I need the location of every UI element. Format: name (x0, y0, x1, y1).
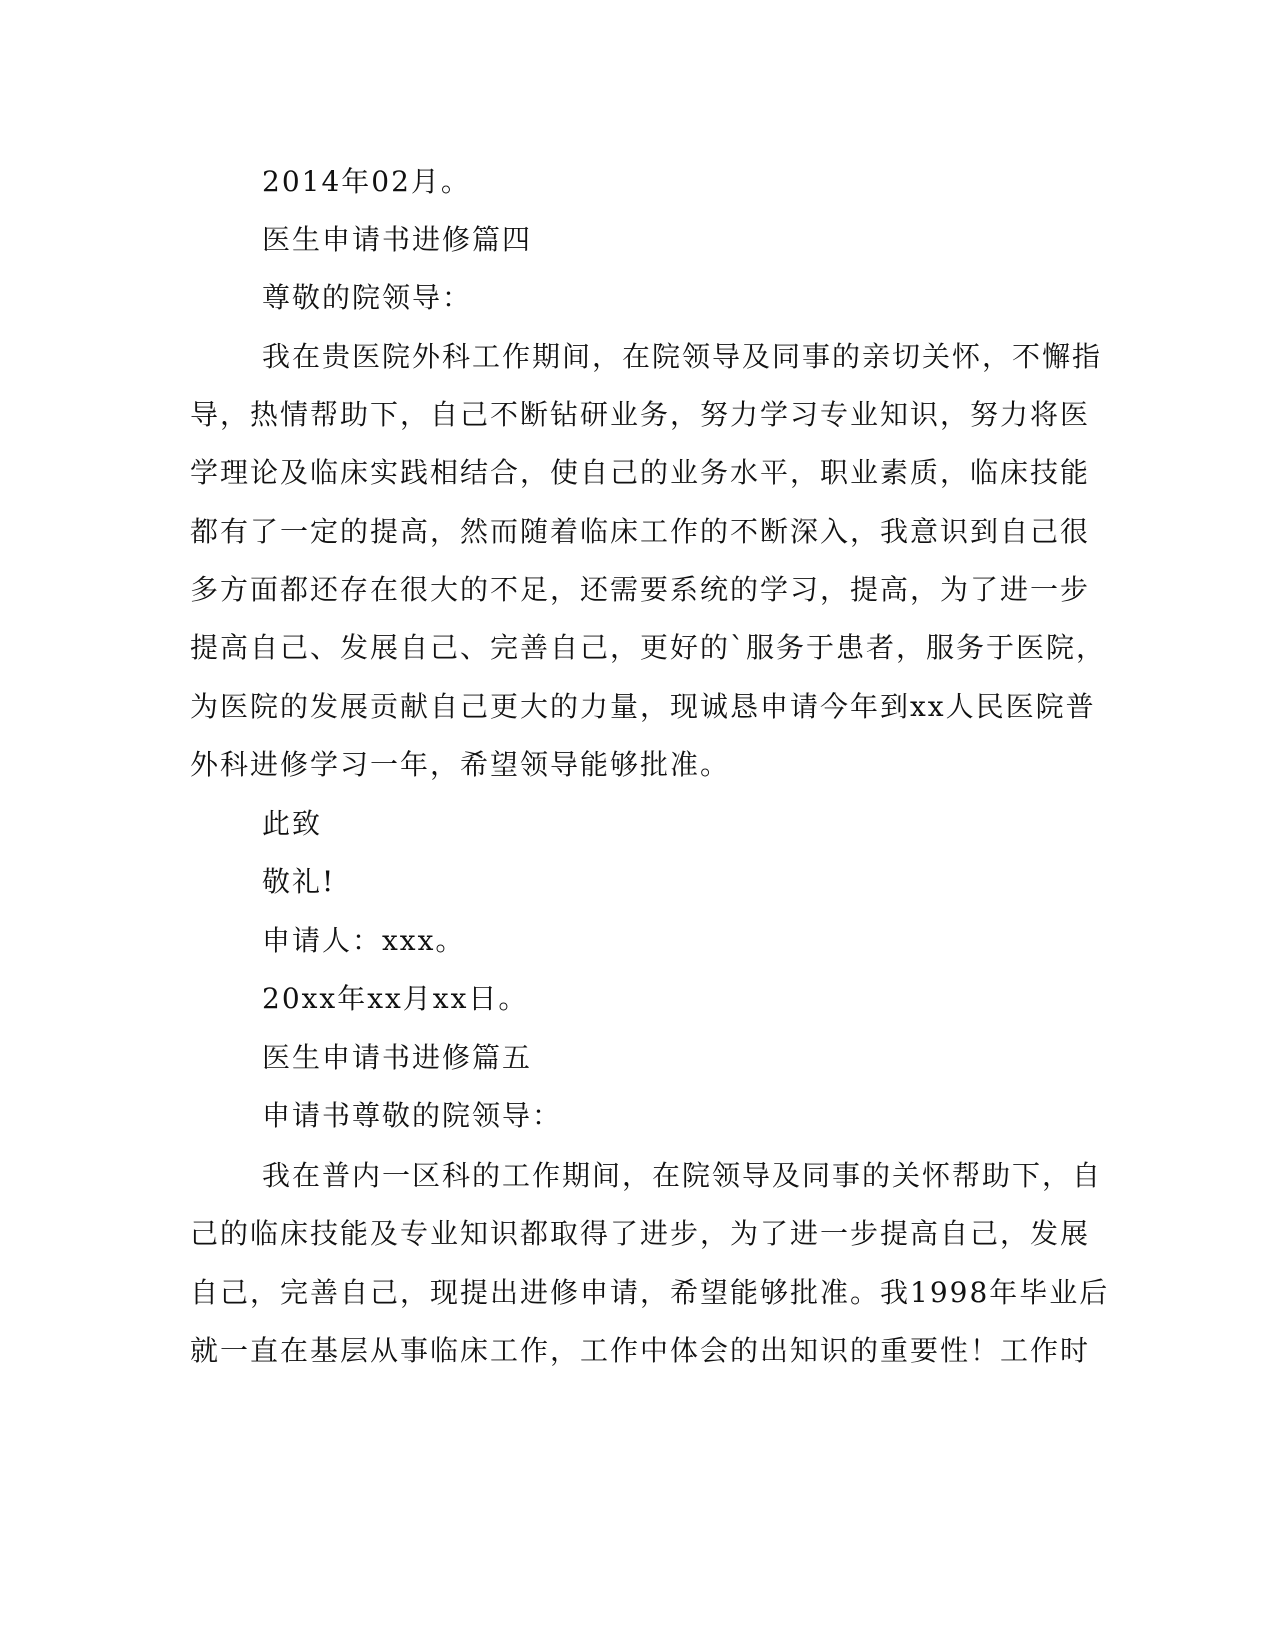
section4-paragraph-line: 我在贵医院外科工作期间，在院领导及同事的亲切关怀，不懈指 (262, 340, 1103, 373)
section5-title: 医生申请书进修篇五 (262, 1041, 533, 1074)
section4-paragraph-line: 外科进修学习一年，希望领导能够批准。 (190, 748, 731, 781)
section4-paragraph-line: 为医院的发展贡献自己更大的力量，现诚恳申请今年到xx人民医院普 (190, 690, 1096, 723)
section4-paragraph-line: 多方面都还存在很大的不足，还需要系统的学习，提高，为了进一步 (190, 573, 1091, 606)
section5-paragraph-line: 我在普内一区科的工作期间，在院领导及同事的关怀帮助下，自 (262, 1159, 1103, 1192)
signature-date: 20xx年xx月xx日。 (262, 982, 529, 1015)
applicant-line: 申请人：xxx。 (262, 924, 466, 957)
section5-paragraph-line: 自己，完善自己，现提出进修申请，希望能够批准。我1998年毕业后 (190, 1276, 1110, 1309)
section5-salutation: 申请书尊敬的院领导： (262, 1099, 563, 1132)
section4-paragraph-line: 提高自己、发展自己、完善自己，更好的`服务于患者，服务于医院， (190, 631, 1107, 664)
section4-salutation: 尊敬的院领导： (262, 281, 473, 314)
section4-paragraph-line: 都有了一定的提高，然而随着临床工作的不断深入，我意识到自己很 (190, 515, 1091, 548)
section5-paragraph-line: 就一直在基层从事临床工作，工作中体会的出知识的重要性！工作时 (190, 1334, 1091, 1367)
section4-paragraph-line: 导，热情帮助下，自己不断钻研业务，努力学习专业知识，努力将医 (190, 398, 1091, 431)
section4-title: 医生申请书进修篇四 (262, 223, 533, 256)
closing-text: 此致 (262, 807, 323, 840)
section5-paragraph-line: 己的临床技能及专业知识都取得了进步，为了进一步提高自己，发展 (190, 1217, 1091, 1250)
date-line: 2014年02月。 (262, 165, 471, 198)
regards-text: 敬礼! (262, 865, 336, 898)
section4-paragraph-line: 学理论及临床实践相结合，使自己的业务水平，职业素质，临床技能 (190, 456, 1091, 489)
